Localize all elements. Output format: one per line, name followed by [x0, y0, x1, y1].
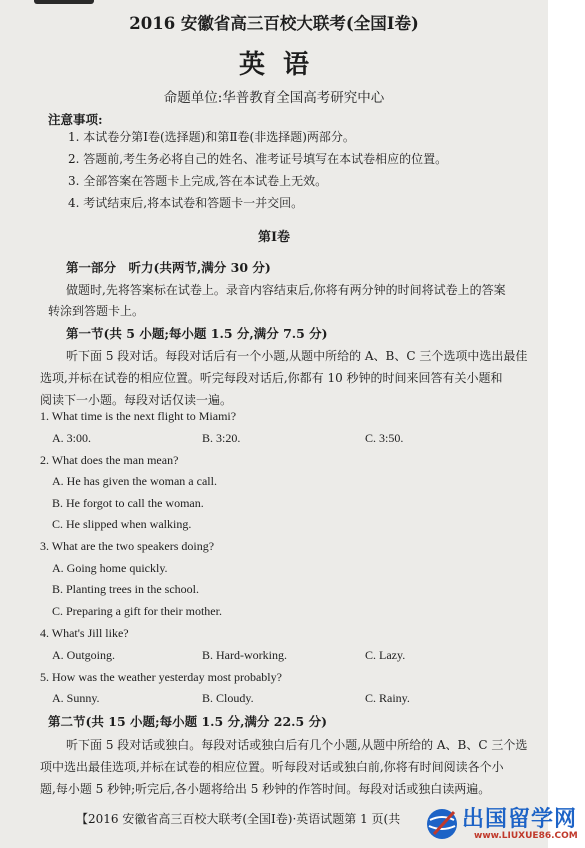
question-stem: 2. What does the man mean?	[40, 453, 179, 467]
watermark-url: www.LIUXUE86.COM	[474, 831, 578, 841]
section2-instructions: 题,每小题 5 秒钟;听完后,各小题将给出 5 秒钟的作答时间。每段对话或独白读两遍。	[40, 782, 491, 796]
question-stem: 1. What time is the next flight to Miami?	[40, 409, 237, 423]
notice-heading: 注意事项:	[48, 112, 103, 127]
notice-item: 4. 考试结束后,将本试卷和答题卡一并交回。	[68, 196, 304, 210]
option-a: A. Going home quickly.	[52, 561, 168, 575]
option-c: C. 3:50.	[365, 431, 404, 445]
watermark-text: 出国留学网	[462, 807, 578, 832]
question-stem: 4. What's Jill like?	[40, 626, 129, 640]
option-c: C. He slipped when walking.	[52, 517, 192, 531]
part1-heading: 第一部分 听力(共两节,满分 30 分)	[66, 260, 271, 275]
exam-title: 2016 安徽省高三百校大联考(全国Ⅰ卷)	[129, 14, 419, 33]
option-b: B. He forgot to call the woman.	[52, 496, 204, 510]
option-b: B. 3:20.	[202, 431, 241, 445]
section2-heading: 第二节(共 15 小题;每小题 1.5 分,满分 22.5 分)	[48, 714, 327, 729]
option-b: B. Cloudy.	[202, 691, 254, 705]
site-watermark	[422, 800, 585, 848]
question-stem: 3. What are the two speakers doing?	[40, 539, 215, 553]
option-c: C. Rainy.	[365, 691, 410, 705]
section1-instructions: 听下面 5 段对话。每段对话后有一个小题,从题中所给的 A、B、C 三个选项中选出最佳	[66, 349, 528, 363]
question-stem: 5. How was the weather yesterday most probably?	[40, 670, 282, 684]
notice-item: 1. 本试卷分第Ⅰ卷(选择题)和第Ⅱ卷(非选择题)两部分。	[68, 130, 355, 144]
notice-item: 3. 全部答案在答题卡上完成,答在本试卷上无效。	[68, 174, 328, 188]
scan-smudge	[34, 0, 94, 4]
section2-instructions: 听下面 5 段对话或独白。每段对话或独白后有几个小题,从题中所给的 A、B、C 三个选	[66, 738, 528, 752]
section1-instructions: 阅读下一小题。每段对话仅读一遍。	[40, 393, 233, 407]
option-c: C. Preparing a gift for their mother.	[52, 604, 222, 618]
part1-intro: 做题时,先将答案标在试卷上。录音内容结束后,你将有两分钟的时间将试卷上的答案	[66, 283, 506, 297]
scan-margin	[548, 0, 585, 848]
part1-intro: 转涂到答题卡上。	[48, 304, 145, 318]
issuing-unit: 命题单位:华普教育全国高考研究中心	[163, 90, 385, 106]
section2-instructions: 项中选出最佳选项,并标在试卷的相应位置。听每段对话或独白前,你将有时间阅读各个小	[40, 760, 504, 774]
option-a: A. He has given the woman a call.	[52, 474, 217, 488]
volume-heading: 第Ⅰ卷	[257, 230, 291, 245]
section1-heading: 第一节(共 5 小题;每小题 1.5 分,满分 7.5 分)	[66, 326, 328, 341]
option-c: C. Lazy.	[365, 648, 406, 662]
section1-instructions: 选项,并标在试卷的相应位置。听完每段对话后,你都有 10 秒钟的时间来回答有关小题和	[40, 371, 503, 385]
page-footer: 【2016 安徽省高三百校大联考(全国Ⅰ卷)·英语试题第 1 页(共	[76, 812, 401, 826]
globe-plane-icon	[424, 806, 460, 842]
option-b: B. Hard-working.	[202, 648, 287, 662]
option-a: A. Sunny.	[52, 691, 100, 705]
option-a: A. Outgoing.	[52, 648, 115, 662]
option-b: B. Planting trees in the school.	[52, 582, 199, 596]
subject-title: 英语	[238, 50, 327, 80]
option-a: A. 3:00.	[52, 431, 91, 445]
notice-item: 2. 答题前,考生务必将自己的姓名、准考证号填写在本试卷相应的位置。	[68, 152, 448, 166]
